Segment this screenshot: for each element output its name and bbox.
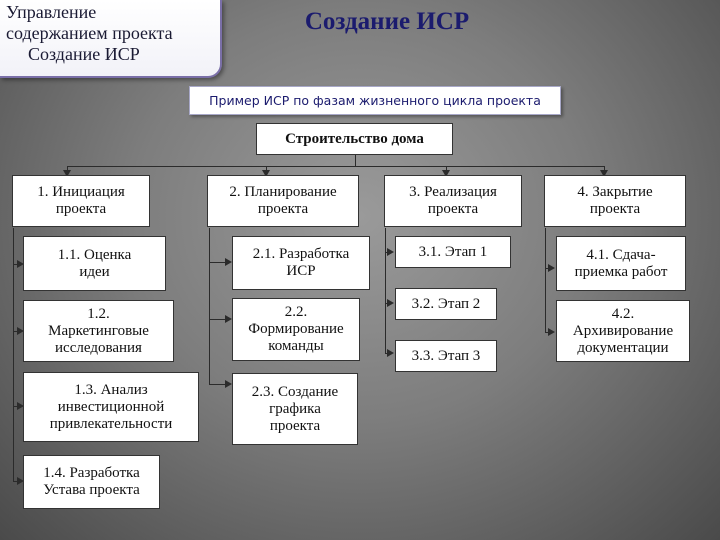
section-tag-line: содержанием проекта <box>6 23 173 43</box>
connector <box>545 228 546 332</box>
connector <box>385 228 386 353</box>
connector <box>209 262 225 263</box>
connector <box>209 228 210 384</box>
wbs-task: 2.1. Разработка ИСР <box>232 236 370 290</box>
connector <box>209 319 225 320</box>
connector <box>13 228 14 481</box>
connector <box>355 154 356 166</box>
arrow-right-icon <box>225 380 232 388</box>
section-tag <box>0 0 222 78</box>
wbs-task: 4.2. Архивирование документации <box>556 300 690 362</box>
wbs-task: 1.4. Разработка Устава проекта <box>23 455 160 509</box>
wbs-phase: 4. Закрытие проекта <box>544 175 686 227</box>
wbs-phase: 1. Инициация проекта <box>12 175 150 227</box>
wbs-task: 3.1. Этап 1 <box>395 236 511 268</box>
arrow-right-icon <box>225 258 232 266</box>
wbs-task: 2.3. Создание графика проекта <box>232 373 358 445</box>
wbs-root: Строительство дома <box>256 123 453 155</box>
wbs-phase: 2. Планирование проекта <box>207 175 359 227</box>
arrow-right-icon <box>387 299 394 307</box>
wbs-task: 1.2. Маркетинговые исследования <box>23 300 174 362</box>
arrow-right-icon <box>548 328 555 336</box>
diagram-subtitle: Пример ИСР по фазам жизненного цикла проекта <box>189 86 561 115</box>
wbs-task: 1.3. Анализ инвестиционной привлекательности <box>23 372 199 442</box>
wbs-phase: 3. Реализация проекта <box>384 175 522 227</box>
wbs-task: 2.2. Формирование команды <box>232 298 360 361</box>
wbs-task: 3.3. Этап 3 <box>395 340 497 372</box>
arrow-right-icon <box>387 349 394 357</box>
connector <box>209 384 225 385</box>
section-tag-line: Управление <box>6 2 97 22</box>
arrow-right-icon <box>225 315 232 323</box>
wbs-task: 1.1. Оценка идеи <box>23 236 166 291</box>
arrow-right-icon <box>387 248 394 256</box>
page-title: Создание ИСР <box>304 8 470 35</box>
wbs-task: 4.1. Сдача- приемка работ <box>556 236 686 291</box>
section-tag-line: Создание ИСР <box>28 44 140 64</box>
arrow-right-icon <box>548 264 555 272</box>
connector <box>67 166 604 167</box>
wbs-task: 3.2. Этап 2 <box>395 288 497 320</box>
